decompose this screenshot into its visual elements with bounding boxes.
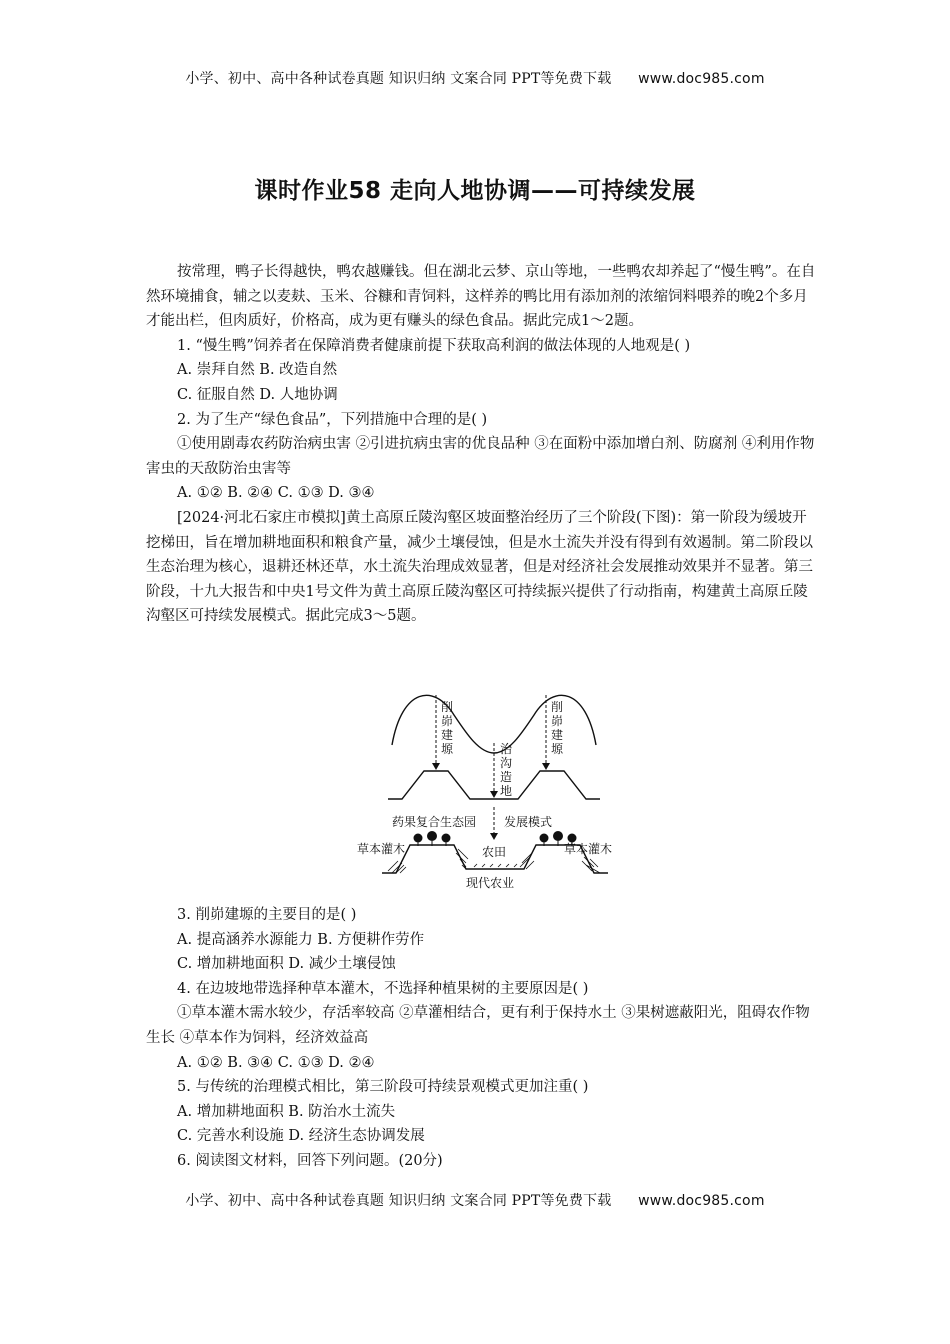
slope-treatment-figure <box>354 683 624 893</box>
label-middle: 治沟造地 <box>500 742 513 798</box>
footer-text: 小学、初中、高中各种试卷真题 知识归纳 文案合同 PPT等免费下载 <box>185 1193 612 1209</box>
label-modern: 现代农业 <box>466 876 515 890</box>
question-3-options-row-1: A. 提高涵养水源能力 B. 方便耕作劳作 <box>177 931 425 948</box>
footer-site[interactable]: www.doc985.com <box>638 1193 765 1209</box>
content-block-upper <box>146 260 818 629</box>
question-2-stem: 2. 为了生产“绿色食品”，下列措施中合理的是( ) <box>177 411 488 428</box>
header-site[interactable]: www.doc985.com <box>638 71 765 87</box>
content-block-lower <box>146 903 818 1174</box>
question-4-statements: ①草本灌木需水较少，存活率较高 ②草灌相结合，更有利于保持水土 ③果树遮蔽阳光，阻碍农作物生长 ④草本作为饲料，经济效益高 <box>146 1005 810 1046</box>
header-text: 小学、初中、高中各种试卷真题 知识归纳 文案合同 PPT等免费下载 <box>185 71 612 87</box>
label-grass-left: 草本灌木 <box>357 842 406 856</box>
question-6-stem: 6. 阅读图文材料，回答下列问题。(20分) <box>177 1152 443 1169</box>
page-footer <box>0 1190 950 1210</box>
intro-passage-1: 按常理，鸭子长得越快，鸭农越赚钱。但在湖北云梦、京山等地，一些鸭农却养起了“慢生鸭”。在自然环境捕食，辅之以麦麸、玉米、谷糠和青饲料，这样养的鸭比用有添加剂的浓缩饲料喂养的晚2个多月才能出栏，但肉质好，价格高，成为更有赚头的绿色食品。据此完成1～2题。 <box>146 264 816 330</box>
question-5-options-row-2: C. 完善水利设施 D. 经济生态协调发展 <box>177 1128 425 1145</box>
question-1-options-row-1: A. 崇拜自然 B. 改造自然 <box>177 362 338 379</box>
page-header <box>0 68 950 88</box>
label-right: 削峁建塬 <box>551 700 564 756</box>
label-mode: 发展模式 <box>504 815 553 829</box>
question-2-statements: ①使用剧毒农药防治病虫害 ②引进抗病虫害的优良品种 ③在面粉中添加增白剂、防腐剂 ④利用作物害虫的天敌防治虫害等 <box>146 436 815 477</box>
label-left: 削峁建塬 <box>441 700 454 756</box>
question-5-options-row-1: A. 增加耕地面积 B. 防治水土流失 <box>177 1103 396 1120</box>
question-1-stem: 1. “慢生鸭”饲养者在保障消费者健康前提下获取高利润的做法体现的人地观是( ) <box>177 337 691 354</box>
question-1-options-row-2: C. 征服自然 D. 人地协调 <box>177 386 338 403</box>
question-5-stem: 5. 与传统的治理模式相比，第三阶段可持续景观模式更加注重( ) <box>177 1079 589 1096</box>
label-park: 药果复合生态园 <box>392 815 477 829</box>
label-grass-right: 草本灌木 <box>564 842 613 856</box>
label-farmland: 农田 <box>482 845 507 859</box>
question-4-options: A. ①② B. ③④ C. ①③ D. ②④ <box>177 1054 375 1071</box>
question-3-stem: 3. 削峁建塬的主要目的是( ) <box>177 907 357 923</box>
page-title: 课时作业58 走向人地协调——可持续发展 <box>254 178 696 204</box>
orchard-trees-left <box>414 831 451 846</box>
question-2-options: A. ①② B. ②④ C. ①③ D. ③④ <box>177 485 375 502</box>
intro-passage-2: [2024·河北石家庄市模拟]黄土高原丘陵沟壑区坡面整治经历了三个阶段(下图)：第一阶段为缓坡开挖梯田，旨在增加耕地面积和粮食产量，减少土壤侵蚀，但是水土流失并没有得到有效遏制。第二阶段以生态治理为核心，退耕还林还草，水土流失治理成效显著，但是对经济社会发展推动效果并不显著。第三阶段，十九大报告和中央1号文件为黄土高原丘陵沟壑区可持续振兴提供了行动指南，构建黄土高原丘陵沟壑区可持续发展模式。据此完成3～5题。 <box>146 509 813 625</box>
question-3-options-row-2: C. 增加耕地面积 D. 减少土壤侵蚀 <box>177 956 396 973</box>
question-4-stem: 4. 在边坡地带选择种草本灌木，不选择种植果树的主要原因是( ) <box>177 980 589 997</box>
